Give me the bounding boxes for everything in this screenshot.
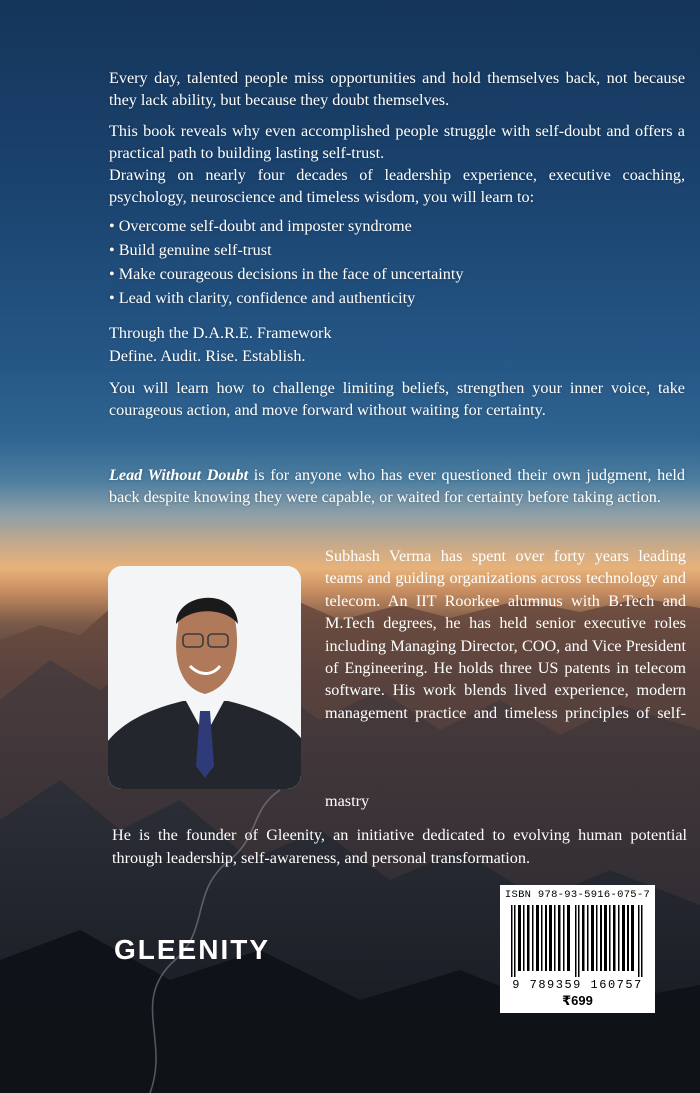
bullet-item: • Overcome self-doubt and imposter syndrome [109,214,463,238]
author-photo [108,566,301,789]
learning-bullet-list [109,214,463,310]
bullet-item: • Lead with clarity, confidence and authenticity [109,286,463,310]
isbn-digits: 9 789359 160757 [512,978,643,992]
price-label: ₹699 [562,993,593,1008]
framework-steps: Define. Audit. Rise. Establish. [109,347,306,365]
intro-paragraph: Every day, talented people miss opportunities and hold themselves back, not because they lack ability, but because they doubt themselves. [109,69,685,109]
learn-paragraph: You will learn how to challenge limiting beliefs, strengthen your inner voice, take courageous action, and move forward without waiting for certainty. [109,379,685,419]
bullet-item: • Make courageous decisions in the face of uncertainty [109,262,463,286]
book-title: Lead Without Doubt [109,466,249,484]
drawing-paragraph: Drawing on nearly four decades of leadership experience, executive coaching, psychology, neuroscience and timeless wisdom, you will learn to: [109,166,685,206]
author-bio: Subhash Verma has spent over forty years leading teams and guiding organizations across technology and telecom. An IIT Roorkee alumnus with B.Tech and M.Tech degrees, he has held senior executive roles including Managing Director, COO, and Vice President of Engineering. He holds three US patents in telecom software. His work blends lived experience, modern management practice and timeless principles of self- [325,547,686,722]
audience-text: is for anyone who has ever questioned their own judgment, held back despite knowing they were capable, or waited for certainty before taking action. [109,466,685,506]
reveals-paragraph: This book reveals why even accomplished people struggle with self-doubt and offers a practical path to building lasting self-trust. [109,122,685,162]
isbn-label: ISBN 978-93-5916-075-7 [504,889,651,901]
isbn-barcode [500,885,655,1013]
publisher-logo: GLEENITY [114,934,271,965]
audience-paragraph [109,464,685,508]
barcode-icon [509,905,646,977]
bullet-item: • Build genuine self-trust [109,238,463,262]
framework-line: Through the D.A.R.E. Framework [109,324,332,342]
founder-paragraph: He is the founder of Gleenity, an initiative dedicated to evolving human potential through leadership, self-awareness, and personal transformation. [112,826,687,867]
author-bio-end: mastry [325,792,370,810]
